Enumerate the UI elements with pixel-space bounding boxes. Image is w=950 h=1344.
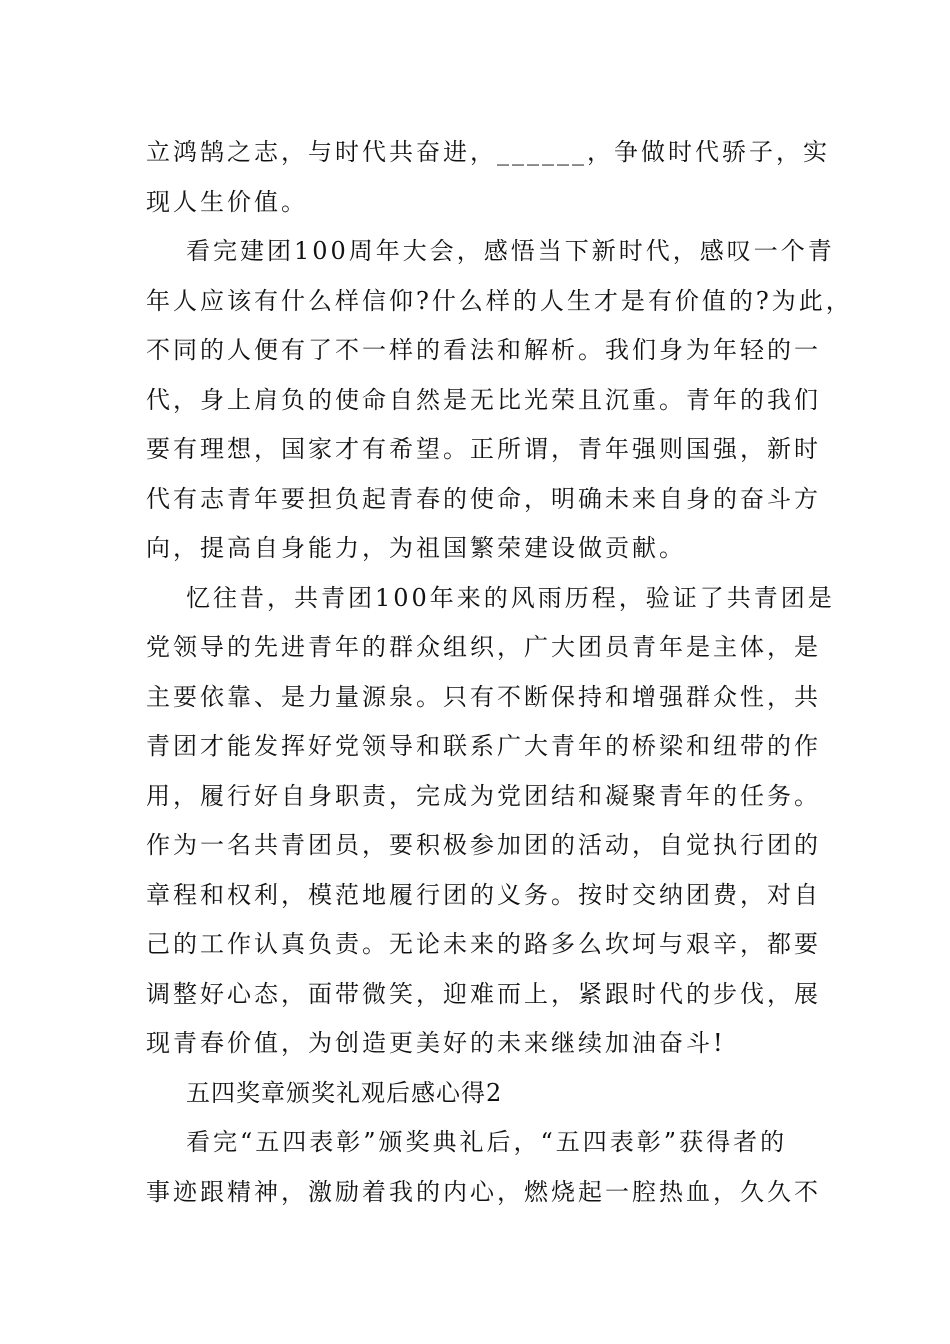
paragraph-1	[146, 128, 830, 227]
paragraph-3	[146, 574, 835, 1069]
text-line: 代，身上肩负的使命自然是无比光荣且沉重。青年的我们	[146, 385, 821, 414]
text-line: 看完“五四表彰”颁奖典礼后，“五四表彰”获得者的	[186, 1128, 788, 1156]
text-line: 党领导的先进青年的群众组织，广大团员青年是主体，是	[146, 633, 821, 661]
text-line: 青团才能发挥好党领导和联系广大青年的桥梁和纽带的作	[146, 732, 821, 760]
text-line: 作为一名共青团员，要积极参加团的活动，自觉执行团的	[146, 831, 821, 859]
text-line: 调整好心态，面带微笑，迎难而上，紧跟时代的步伐，展	[146, 979, 821, 1008]
paragraph-2	[146, 227, 853, 574]
text-line: 现人生价值。	[146, 187, 308, 216]
text-line: 忆往昔，共青团100年来的风雨历程，验证了共青团是	[186, 583, 835, 612]
section-heading	[146, 1069, 806, 1119]
text-line: 章程和权利，模范地履行团的义务。按时交纳团费，对自	[146, 880, 821, 909]
text-line: 己的工作认真负责。无论未来的路多么坎坷与艰辛，都要	[146, 930, 821, 958]
text-line: 立鸿鹄之志，与时代共奋进，______，争做时代骄子，实	[146, 138, 830, 166]
text-line: 主要依靠、是力量源泉。只有不断保持和增强群众性，共	[146, 682, 821, 711]
text-line: 代有志青年要担负起青春的使命，明确未来自身的奋斗方	[146, 484, 821, 513]
heading-line: 五四奖章颁奖礼观后感心得2	[186, 1078, 503, 1107]
text-line: 向，提高自身能力，为祖国繁荣建设做贡献。	[146, 534, 686, 562]
text-line: 现青春价值，为创造更美好的未来继续加油奋斗!	[146, 1029, 726, 1057]
text-line: 事迹跟精神，激励着我的内心，燃烧起一腔热血，久久不	[146, 1177, 821, 1206]
paragraph-4	[146, 1118, 821, 1217]
text-line: 年人应该有什么样信仰?什么样的人生才是有价值的?为此，	[146, 286, 853, 315]
text-line: 用，履行好自身职责，完成为党团结和凝聚青年的任务。	[146, 781, 821, 810]
document-body	[146, 128, 853, 1217]
text-line: 看完建团100周年大会，感悟当下新时代，感叹一个青	[186, 237, 835, 265]
text-line: 不同的人便有了不一样的看法和解析。我们身为年轻的一	[146, 336, 821, 364]
text-line: 要有理想，国家才有希望。正所谓，青年强则国强，新时	[146, 435, 821, 463]
